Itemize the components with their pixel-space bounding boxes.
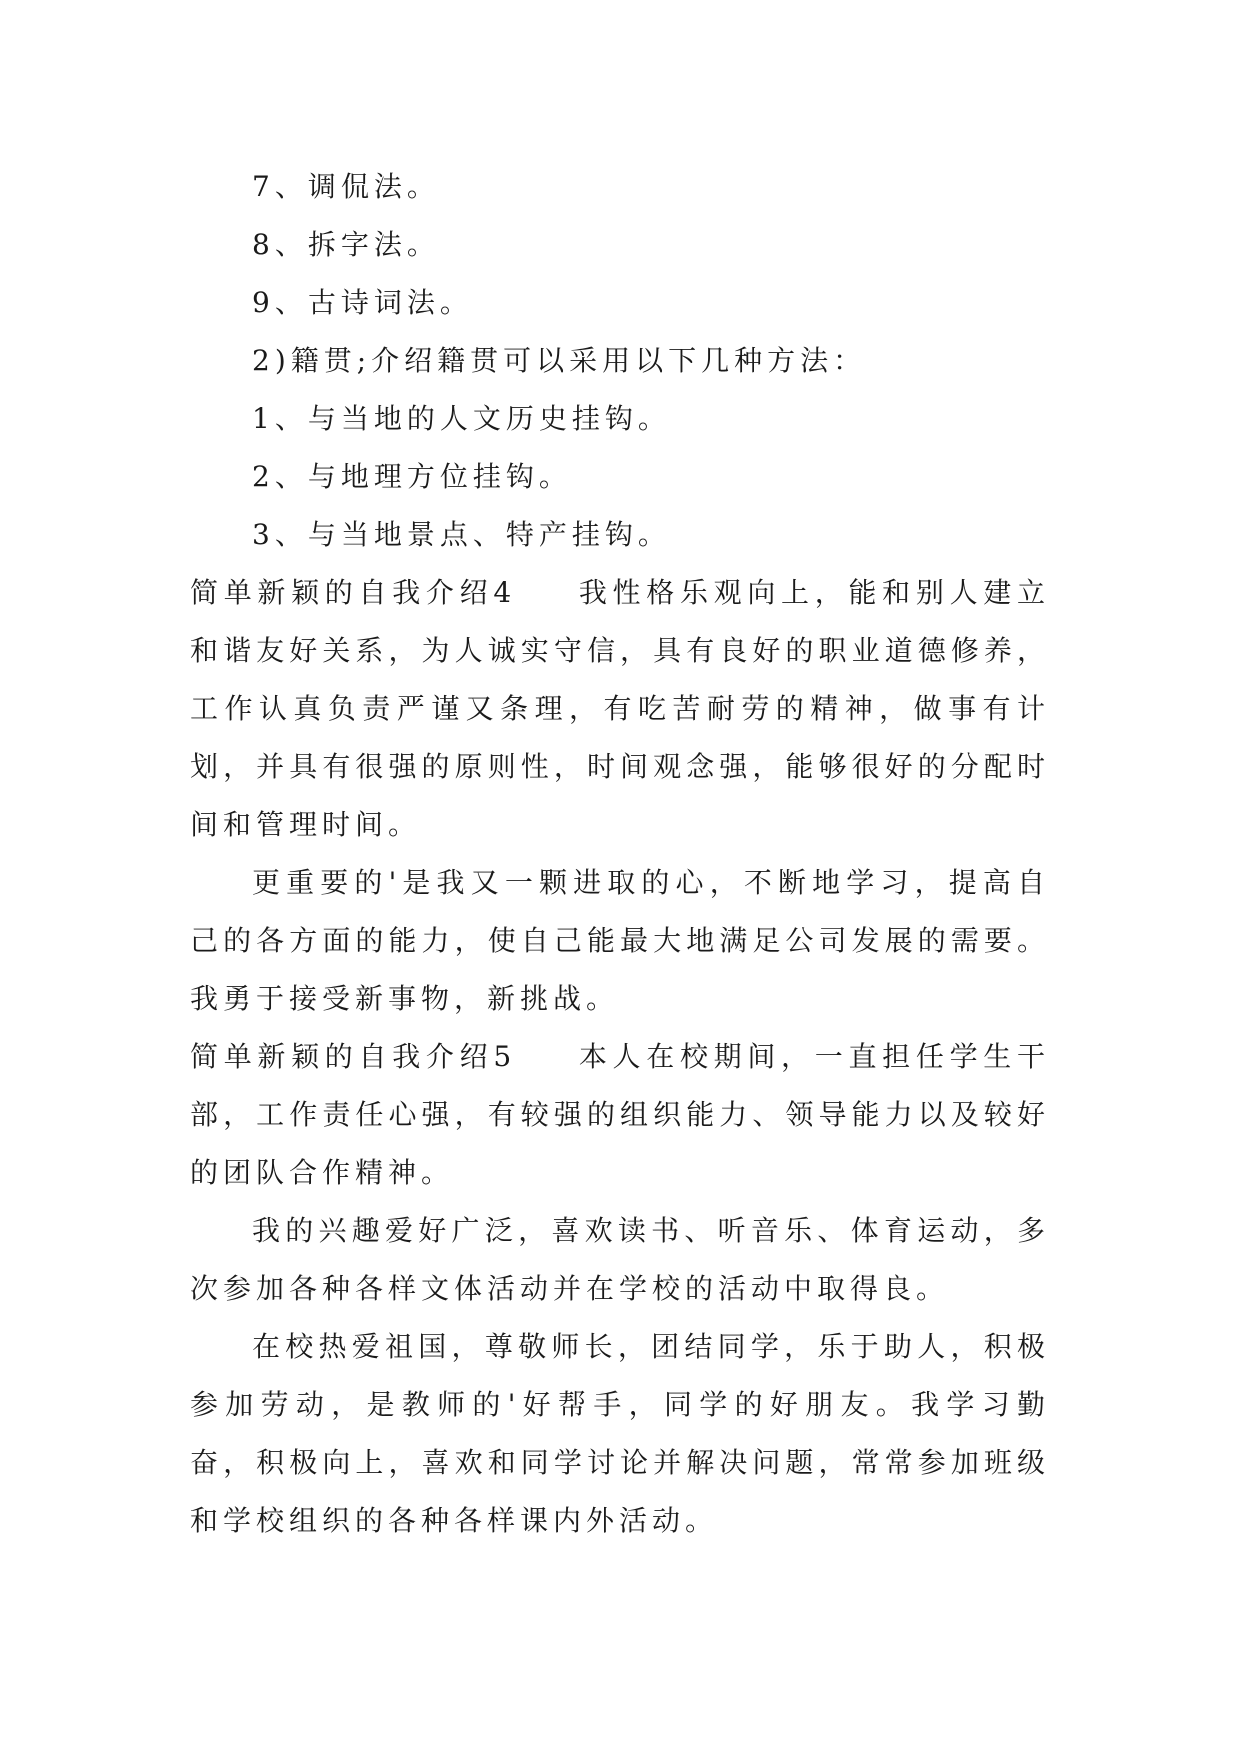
section-5-title: 简单新颖的自我介绍5 [190,1040,517,1073]
section-4-title: 简单新颖的自我介绍4 [190,576,517,609]
list-item: 2、与地理方位挂钩。 [252,460,572,493]
list-item: 1、与当地的人文历史挂钩。 [252,402,671,435]
list-item: 8、拆字法。 [252,228,440,261]
list-item: 3、与当地景点、特产挂钩。 [252,518,671,551]
section-4-paragraph-2: 更重要的'是我又一颗进取的心，不断地学习，提高自己的各方面的能力，使自己能最大地满足公司发展的需要。我勇于接受新事物，新挑战。 [190,866,1050,1015]
document-body [190,158,1050,1550]
section-5-paragraph [190,1028,1050,1202]
section-4-paragraph [190,564,1050,854]
list-item: 7、调侃法。 [252,170,440,203]
section-5-paragraph-3: 在校热爱祖国，尊敬师长，团结同学，乐于助人，积极参加劳动，是教师的'好帮手，同学的好朋友。我学习勤奋，积极向上，喜欢和同学讨论并解决问题，常常参加班级和学校组织的各种各样课内外活动。 [190,1330,1050,1537]
section-4-body: 我性格乐观向上，能和别人建立和谐友好关系，为人诚实守信，具有良好的职业道德修养，工作认真负责严谨又条理，有吃苦耐劳的精神，做事有计划，并具有很强的原则性，时间观念强，能够很好的分配时间和管理时间。 [190,576,1050,841]
list-item: 9、古诗词法。 [252,286,473,319]
section-5-body: 本人在校期间，一直担任学生干部，工作责任心强，有较强的组织能力、领导能力以及较好的团队合作精神。 [190,1040,1050,1189]
list-item: 2)籍贯;介绍籍贯可以采用以下几种方法： [252,344,867,377]
section-5-paragraph-2: 我的兴趣爱好广泛，喜欢读书、听音乐、体育运动，多次参加各种各样文体活动并在学校的活动中取得良。 [190,1214,1050,1305]
